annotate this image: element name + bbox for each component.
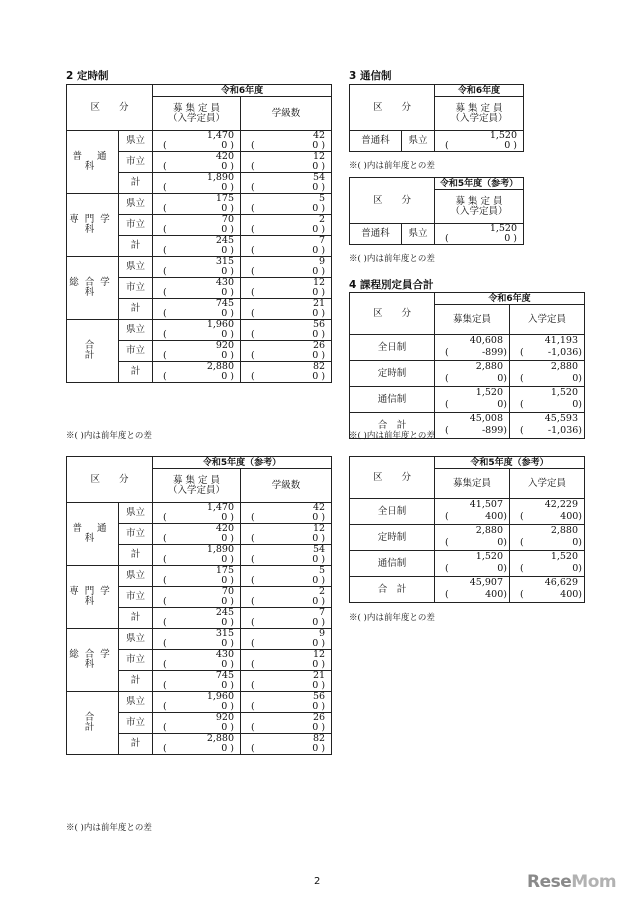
gakkyu-value: 9 (241, 629, 332, 640)
sub-label: 計 (119, 734, 153, 755)
boshu-diff: ( 0 ) (153, 309, 241, 320)
boshu-diff: ( 0 ) (153, 267, 241, 278)
footnote: ※( )内は前年度との差 (349, 613, 435, 623)
group-label: 合 計 (67, 320, 119, 383)
boshu-value: 1,520 (435, 551, 510, 564)
table-row (67, 194, 332, 205)
boshu-diff: ( 0 ) (153, 513, 241, 524)
section-title-teijisei: 2 定時制 (66, 70, 109, 82)
footnote: ※( )内は前年度との差 (349, 161, 435, 171)
boshu-diff: ( 0) (435, 400, 510, 413)
boshu-diff: ( 0 ) (153, 681, 241, 692)
boshu-diff: ( 0) (435, 374, 510, 387)
boshu-value: 430 (153, 278, 241, 289)
gakkyu-value: 2 (241, 587, 332, 598)
gakkyu-value: 12 (241, 524, 332, 535)
gakkyu-diff: ( 0 ) (241, 246, 332, 257)
boshu-value: 315 (153, 629, 241, 640)
gakkyusu-header: 学級数 (241, 469, 332, 503)
gakkyu-diff: ( 0 ) (241, 555, 332, 566)
nyugaku-diff: ( -1,036) (510, 348, 585, 361)
sub-label: 計 (119, 545, 153, 566)
boshu-diff: ( 0 ) (153, 618, 241, 629)
gakkyu-diff: ( 0 ) (241, 702, 332, 713)
katei-label: 全日制 (350, 499, 435, 525)
gakkyu-value: 56 (241, 692, 332, 703)
boshu-diff: ( -899) (435, 348, 510, 361)
section-title-tsushinsei: 3 通信制 (349, 70, 392, 82)
boshu-diff: ( 0 ) (153, 204, 241, 215)
sub-label: 県立 (119, 131, 153, 152)
table-row (67, 131, 332, 142)
boshu-value: 1,520 (435, 224, 524, 235)
table-row (67, 566, 332, 577)
year-header: 令和5年度（参考） (435, 457, 585, 469)
boshu-diff: ( 400) (435, 590, 510, 603)
gakkyu-value: 5 (241, 194, 332, 205)
boshu-diff: ( 0 ) (153, 225, 241, 236)
boshu-header: 募 集 定 員 （入学定員） (153, 469, 241, 503)
boshu-value: 245 (153, 608, 241, 619)
katei-label: 通信制 (350, 387, 435, 413)
year-header: 令和6年度 (435, 85, 524, 97)
year-header: 令和6年度 (153, 85, 332, 97)
boshu-diff: ( 0 ) (153, 162, 241, 173)
boshu-value: 1,960 (153, 692, 241, 703)
boshu-value: 2,880 (435, 361, 510, 374)
boshu-diff: ( 0 ) (153, 141, 241, 152)
group-label: 専門学科 (67, 194, 119, 257)
gakkyu-diff: ( 0 ) (241, 162, 332, 173)
nyugaku-value: 41,193 (510, 335, 585, 348)
boshu-value: 2,880 (435, 525, 510, 538)
boshu-value: 1,890 (153, 173, 241, 184)
gakkyu-diff: ( 0 ) (241, 141, 332, 152)
group-label: 普通科 (350, 131, 402, 152)
group-label: 普 通 科 (67, 503, 119, 566)
sub-label: 計 (119, 671, 153, 692)
boshu-value: 70 (153, 587, 241, 598)
sub-label: 県立 (119, 257, 153, 278)
boshu-diff: ( -899) (435, 426, 510, 439)
sub-label: 県立 (402, 224, 435, 245)
table-row (67, 257, 332, 268)
table-row (67, 320, 332, 331)
sub-label: 計 (119, 608, 153, 629)
section-title-katei: 4 課程別定員合計 (349, 279, 434, 291)
boshu-diff: ( 0 ) (153, 744, 241, 755)
gakkyu-diff: ( 0 ) (241, 639, 332, 650)
boshu-diff: ( 0 ) (153, 639, 241, 650)
nyugaku-diff: ( 0) (510, 400, 585, 413)
sub-label: 市立 (119, 587, 153, 608)
boshu-value: 1,520 (435, 131, 524, 142)
boshu-diff: ( 0 ) (153, 351, 241, 362)
boshu-diff: ( 0 ) (153, 534, 241, 545)
gakkyu-diff: ( 0 ) (241, 597, 332, 608)
nyugaku-header: 入学定員 (510, 469, 585, 499)
boshu-value: 920 (153, 713, 241, 724)
boshu-header: 募集定員 (435, 305, 510, 335)
boshu-diff: ( 0 ) (153, 330, 241, 341)
table-row (350, 387, 585, 400)
boshu-diff: ( 0 ) (435, 141, 524, 152)
boshu-diff: ( 0 ) (153, 372, 241, 383)
gakkyu-value: 26 (241, 341, 332, 352)
kubun-header: 区 分 (350, 178, 435, 224)
gakkyu-value: 82 (241, 362, 332, 373)
boshu-value: 40,608 (435, 335, 510, 348)
nyugaku-diff: ( 0) (510, 564, 585, 577)
group-label: 専門学科 (67, 566, 119, 629)
boshu-value: 45,907 (435, 577, 510, 590)
nyugaku-diff: ( 0) (510, 538, 585, 551)
boshu-value: 2,880 (153, 734, 241, 745)
table-row (350, 551, 585, 564)
gakkyu-value: 2 (241, 215, 332, 226)
sub-label: 計 (119, 236, 153, 257)
gakkyu-value: 12 (241, 278, 332, 289)
gakkyu-value: 12 (241, 152, 332, 163)
boshu-diff: ( 0 ) (153, 288, 241, 299)
boshu-diff: ( 0 ) (153, 723, 241, 734)
katei-label: 全日制 (350, 335, 435, 361)
sub-label: 市立 (119, 341, 153, 362)
table-row (350, 525, 585, 538)
gakkyu-value: 56 (241, 320, 332, 331)
boshu-value: 1,470 (153, 131, 241, 142)
boshu-value: 1,470 (153, 503, 241, 514)
gakkyu-value: 7 (241, 236, 332, 247)
nyugaku-value: 2,880 (510, 361, 585, 374)
gakkyu-diff: ( 0 ) (241, 183, 332, 194)
gakkyu-diff: ( 0 ) (241, 309, 332, 320)
katei-label: 通信制 (350, 551, 435, 577)
boshu-diff: ( 0 ) (153, 660, 241, 671)
gakkyusu-header: 学級数 (241, 97, 332, 131)
boshu-diff: ( 0) (435, 538, 510, 551)
katei-label: 定時制 (350, 525, 435, 551)
katei-r5-table (349, 456, 585, 603)
gakkyu-diff: ( 0 ) (241, 288, 332, 299)
nyugaku-header: 入学定員 (510, 305, 585, 335)
gakkyu-diff: ( 0 ) (241, 330, 332, 341)
page-number: 2 (314, 876, 321, 887)
gakkyu-diff: ( 0 ) (241, 618, 332, 629)
boshu-value: 430 (153, 650, 241, 661)
gakkyu-value: 21 (241, 671, 332, 682)
gakkyu-diff: ( 0 ) (241, 681, 332, 692)
tsushin-r6-table (349, 84, 524, 152)
gakkyu-diff: ( 0 ) (241, 576, 332, 587)
boshu-diff: ( 0) (435, 564, 510, 577)
tsushin-r5-table (349, 177, 524, 245)
boshu-diff: ( 0 ) (153, 576, 241, 587)
nyugaku-value: 1,520 (510, 551, 585, 564)
boshu-header: 募 集 定 員 （入学定員） (153, 97, 241, 131)
boshu-header: 募 集 定 員 （入学定員） (435, 97, 524, 131)
footnote: ※( )内は前年度との差 (66, 431, 152, 441)
footnote: ※( )内は前年度との差 (66, 823, 152, 833)
nyugaku-diff: ( 0) (510, 374, 585, 387)
year-header: 令和5年度（参考） (435, 178, 524, 190)
kubun-header: 区 分 (350, 293, 435, 335)
boshu-value: 41,507 (435, 499, 510, 512)
gakkyu-value: 12 (241, 650, 332, 661)
katei-r6-table (349, 292, 585, 439)
table-row (67, 692, 332, 703)
kubun-header: 区 分 (350, 457, 435, 499)
sub-label: 市立 (119, 278, 153, 299)
boshu-diff: ( 0 ) (153, 183, 241, 194)
footnote: ※( )内は前年度との差 (349, 254, 435, 264)
table-row (350, 361, 585, 374)
boshu-value: 1,890 (153, 545, 241, 556)
gakkyu-value: 82 (241, 734, 332, 745)
boshu-value: 745 (153, 299, 241, 310)
table-row (350, 577, 585, 590)
kubun-header: 区 分 (350, 85, 435, 131)
katei-label: 合 計 (350, 413, 435, 439)
boshu-diff: ( 0 ) (153, 555, 241, 566)
gakkyu-value: 5 (241, 566, 332, 577)
boshu-value: 175 (153, 566, 241, 577)
nyugaku-value: 1,520 (510, 387, 585, 400)
teijisei-r5-table (66, 456, 332, 755)
sub-label: 計 (119, 299, 153, 320)
kubun-header: 区 分 (67, 457, 153, 503)
boshu-value: 245 (153, 236, 241, 247)
boshu-header: 募 集 定 員 （入学定員） (435, 190, 524, 224)
boshu-value: 1,520 (435, 387, 510, 400)
boshu-value: 315 (153, 257, 241, 268)
gakkyu-diff: ( 0 ) (241, 744, 332, 755)
table-row (67, 503, 332, 514)
boshu-diff: ( 0 ) (435, 234, 524, 245)
gakkyu-value: 54 (241, 545, 332, 556)
boshu-diff: ( 0 ) (153, 246, 241, 257)
gakkyu-diff: ( 0 ) (241, 513, 332, 524)
sub-label: 県立 (119, 503, 153, 524)
sub-label: 市立 (119, 713, 153, 734)
gakkyu-value: 54 (241, 173, 332, 184)
boshu-value: 70 (153, 215, 241, 226)
group-label: 合 計 (67, 692, 119, 755)
table-row (350, 499, 585, 512)
gakkyu-diff: ( 0 ) (241, 204, 332, 215)
gakkyu-value: 7 (241, 608, 332, 619)
sub-label: 計 (119, 362, 153, 383)
resemom-logo: ReseMom (527, 872, 617, 892)
gakkyu-diff: ( 0 ) (241, 660, 332, 671)
nyugaku-diff: ( -1,036) (510, 426, 585, 439)
nyugaku-value: 42,229 (510, 499, 585, 512)
gakkyu-value: 21 (241, 299, 332, 310)
teijisei-r6-table (66, 84, 332, 383)
gakkyu-value: 26 (241, 713, 332, 724)
sub-label: 県立 (119, 629, 153, 650)
nyugaku-diff: ( 400) (510, 590, 585, 603)
kubun-header: 区 分 (67, 85, 153, 131)
boshu-value: 45,008 (435, 413, 510, 426)
group-label: 普通科 (350, 224, 402, 245)
gakkyu-value: 9 (241, 257, 332, 268)
gakkyu-value: 42 (241, 503, 332, 514)
katei-label: 合 計 (350, 577, 435, 603)
year-header: 令和6年度 (435, 293, 585, 305)
group-label: 普 通 科 (67, 131, 119, 194)
nyugaku-value: 2,880 (510, 525, 585, 538)
boshu-header: 募集定員 (435, 469, 510, 499)
nyugaku-diff: ( 400) (510, 512, 585, 525)
group-label: 総合学科 (67, 629, 119, 692)
boshu-value: 920 (153, 341, 241, 352)
nyugaku-value: 46,629 (510, 577, 585, 590)
sub-label: 県立 (402, 131, 435, 152)
sub-label: 市立 (119, 152, 153, 173)
gakkyu-diff: ( 0 ) (241, 723, 332, 734)
sub-label: 県立 (119, 692, 153, 713)
boshu-value: 1,960 (153, 320, 241, 331)
year-header: 令和5年度（参考） (153, 457, 332, 469)
sub-label: 県立 (119, 566, 153, 587)
sub-label: 市立 (119, 524, 153, 545)
boshu-value: 420 (153, 152, 241, 163)
nyugaku-value: 45,593 (510, 413, 585, 426)
sub-label: 県立 (119, 194, 153, 215)
boshu-diff: ( 0 ) (153, 597, 241, 608)
boshu-value: 745 (153, 671, 241, 682)
sub-label: 計 (119, 173, 153, 194)
sub-label: 市立 (119, 650, 153, 671)
gakkyu-diff: ( 0 ) (241, 372, 332, 383)
katei-label: 定時制 (350, 361, 435, 387)
footnote: ※( )内は前年度との差 (349, 431, 435, 441)
sub-label: 市立 (119, 215, 153, 236)
gakkyu-diff: ( 0 ) (241, 225, 332, 236)
gakkyu-diff: ( 0 ) (241, 351, 332, 362)
table-row (67, 629, 332, 640)
sub-label: 県立 (119, 320, 153, 341)
group-label: 総合学科 (67, 257, 119, 320)
boshu-value: 420 (153, 524, 241, 535)
boshu-diff: ( 400) (435, 512, 510, 525)
gakkyu-value: 42 (241, 131, 332, 142)
gakkyu-diff: ( 0 ) (241, 267, 332, 278)
boshu-value: 175 (153, 194, 241, 205)
gakkyu-diff: ( 0 ) (241, 534, 332, 545)
boshu-diff: ( 0 ) (153, 702, 241, 713)
boshu-value: 2,880 (153, 362, 241, 373)
